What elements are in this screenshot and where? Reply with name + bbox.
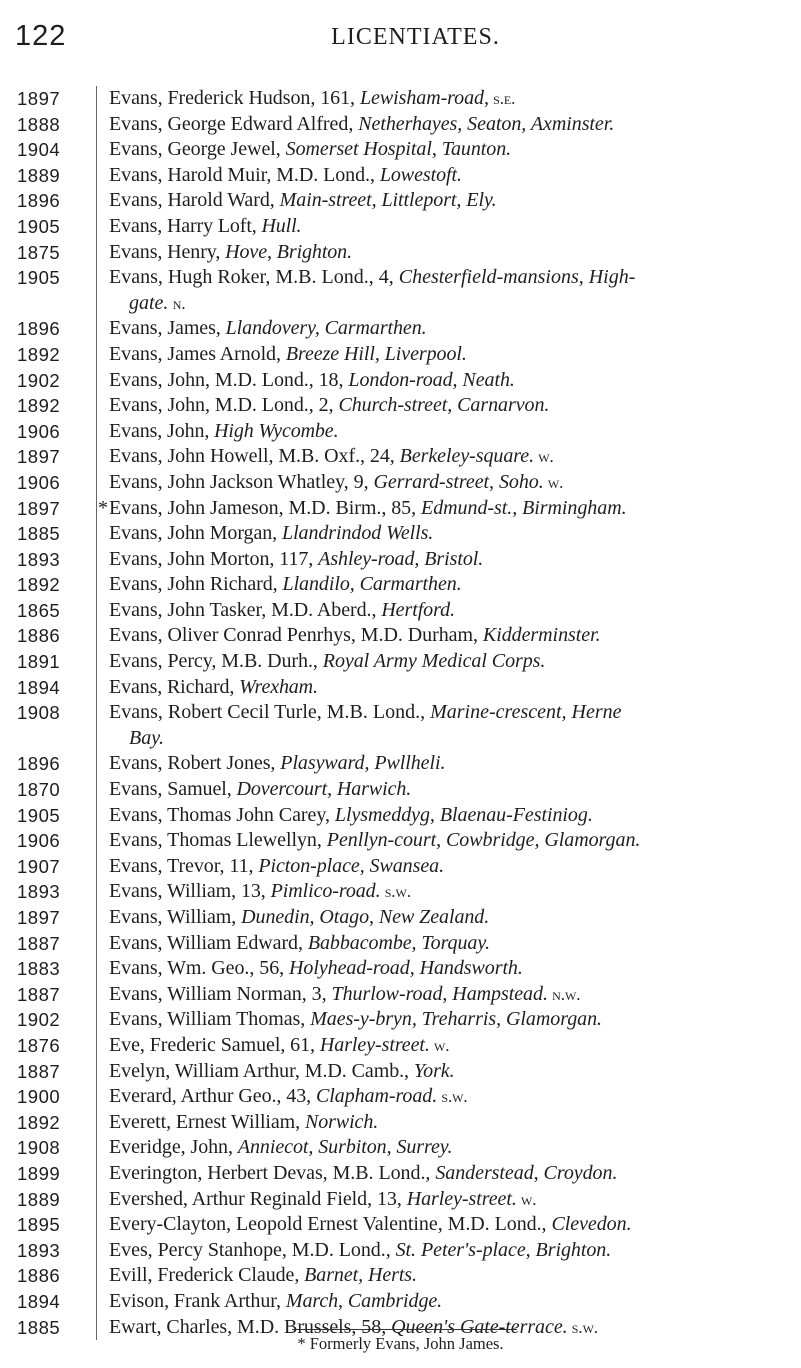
entry-district: w.: [543, 472, 564, 492]
entry-text: [96, 112, 801, 138]
entry-text: [96, 1059, 801, 1085]
entry-text: [96, 803, 801, 829]
entry-year: 1892: [17, 574, 61, 596]
list-item: [0, 214, 801, 240]
entry-address: Thurlow-road, Hampstead.: [331, 982, 548, 1005]
entry-year: 1894: [17, 1290, 61, 1312]
entry-year: 1892: [17, 395, 61, 417]
entry-text: [96, 777, 801, 803]
list-item: [0, 470, 801, 496]
entry-district: w.: [534, 447, 554, 467]
list-item: [0, 879, 801, 905]
list-item: [0, 547, 801, 573]
list-item: [0, 265, 801, 316]
list-item: [0, 86, 801, 112]
list-item: [0, 803, 801, 829]
entry-year: 1894: [17, 676, 61, 698]
entry-text: [96, 572, 801, 598]
list-item: [0, 982, 801, 1008]
entry-year: 1888: [17, 113, 61, 135]
list-item: [0, 931, 801, 957]
entry-address: Royal Army Medical Corps.: [322, 650, 546, 673]
entry-name: Evans, Percy, M.B. Durh.,: [109, 650, 323, 673]
entry-text: [96, 1135, 801, 1161]
entry-name: Evans, James,: [109, 317, 226, 340]
entry-year: 1885: [17, 1316, 61, 1338]
entry-text: [96, 598, 801, 624]
entry-name: Everett, Ernest William,: [109, 1110, 305, 1133]
entry-address: Clevedon.: [551, 1213, 632, 1236]
list-item: [0, 316, 801, 342]
entry-address: Church-street, Carnarvon.: [338, 394, 550, 417]
entry-name: Everard, Arthur Geo., 43,: [109, 1085, 317, 1108]
entry-text: [96, 700, 801, 751]
entry-name: Everington, Herbert Devas, M.B. Lond.,: [109, 1161, 436, 1184]
list-item: [0, 905, 801, 931]
entry-name: Evans, Thomas John Carey,: [109, 803, 335, 826]
list-item: [0, 393, 801, 419]
entry-year: 1900: [17, 1086, 61, 1108]
entry-year: 1899: [17, 1162, 61, 1184]
entry-name: Evans, John Morton, 117,: [109, 547, 319, 570]
entry-year: 1907: [17, 855, 61, 877]
entry-year: 1902: [17, 1009, 61, 1031]
list-item: [0, 342, 801, 368]
entry-text: [96, 751, 801, 777]
entry-district: s.w.: [567, 1317, 599, 1337]
entry-text: [96, 1110, 801, 1136]
list-item: [0, 163, 801, 189]
entry-year: 1896: [17, 753, 61, 775]
entry-year: 1892: [17, 343, 61, 365]
entry-name: Evans, Harold Muir, M.D. Lond.,: [109, 163, 380, 186]
entry-name: Evans, John, M.D. Lond., 2,: [109, 394, 339, 417]
list-item: [0, 1084, 801, 1110]
list-item: [0, 1263, 801, 1289]
entry-text: [96, 265, 801, 316]
list-item: [0, 956, 801, 982]
entry-year: 1886: [17, 1265, 61, 1287]
entry-address: Babbacombe, Torquay.: [307, 931, 490, 954]
entry-address: London-road, Neath.: [348, 368, 515, 391]
footnote-rule: [292, 1329, 517, 1330]
entry-address: Hertford.: [381, 598, 455, 621]
entry-district: n.w.: [547, 984, 581, 1004]
entry-text: [96, 1212, 801, 1238]
list-item: [0, 419, 801, 445]
entry-address: Penllyn-court, Cowbridge, Glamorgan.: [326, 829, 641, 852]
list-item: [0, 700, 801, 751]
entry-text: [96, 1289, 801, 1315]
list-item: [0, 1289, 801, 1315]
entry-text: [96, 316, 801, 342]
entry-text: [96, 649, 801, 675]
entry-name: Evans, James Arnold,: [109, 342, 286, 365]
entry-year: 1889: [17, 164, 61, 186]
entry-address: Picton-place, Swansea.: [258, 854, 444, 877]
entry-text: [96, 905, 801, 931]
entry-address: Lewisham-road,: [359, 87, 489, 109]
entry-address: Marine-crescent, Herne: [430, 701, 622, 724]
entry-address: Sanderstead, Croydon.: [435, 1161, 618, 1184]
entry-year: 1896: [17, 190, 61, 212]
entry-name: Ewart, Charles, M.D. Brussels, 58,: [109, 1315, 392, 1338]
entry-address: Clapham-road.: [316, 1085, 438, 1108]
entry-name: Evans, Harold Ward,: [109, 189, 280, 212]
entry-year: 1906: [17, 420, 61, 442]
entry-text: [96, 547, 801, 573]
entry-text: [96, 1238, 801, 1264]
entry-name: Eve, Frederic Samuel, 61,: [109, 1033, 320, 1056]
entry-district: w.: [516, 1189, 537, 1209]
entry-year: 1902: [17, 369, 61, 391]
entry-year: 1876: [17, 1034, 61, 1056]
entry-year: 1875: [17, 241, 61, 263]
entry-text: [96, 444, 801, 470]
entry-year: 1897: [17, 446, 61, 468]
entry-year: 1896: [17, 318, 61, 340]
entry-district: w.: [429, 1035, 450, 1055]
entry-year: 1892: [17, 1111, 61, 1133]
entry-year: 1906: [17, 471, 61, 493]
entry-address: March, Cambridge.: [285, 1289, 443, 1312]
entry-text: [96, 1161, 801, 1187]
entry-address: Chesterfield-mansions, High-: [398, 266, 636, 289]
entry-year: 1908: [17, 702, 61, 724]
entry-name: Evans, Wm. Geo., 56,: [109, 957, 290, 980]
entry-name: Eves, Percy Stanhope, M.D. Lond.,: [109, 1238, 396, 1261]
entry-district: s.e.: [488, 89, 516, 108]
entry-name: Every-Clayton, Leopold Ernest Valentine, M.D. Lond.,: [109, 1213, 552, 1236]
entry-text: [96, 419, 801, 445]
entry-name: Evans, John Jackson Whatley, 9,: [109, 470, 374, 493]
list-item: [0, 572, 801, 598]
entry-address: Llandovery, Carmarthen.: [225, 317, 427, 340]
list-item: [0, 828, 801, 854]
entry-name: Evans, Hugh Roker, M.B. Lond., 4,: [109, 266, 399, 289]
entry-continuation: [109, 726, 793, 752]
entry-text: [96, 1263, 801, 1289]
entry-district: s.w.: [380, 882, 411, 902]
list-item: [0, 649, 801, 675]
entry-text: [96, 982, 801, 1008]
entry-address: Wrexham.: [239, 675, 318, 698]
entry-text: [96, 521, 801, 547]
entry-name: Evans, Trevor, 11,: [109, 854, 259, 877]
entry-text: [96, 342, 801, 368]
list-item: [0, 854, 801, 880]
entry-name: Everidge, John,: [109, 1136, 238, 1159]
entry-address: Anniecot, Surbiton, Surrey.: [237, 1136, 453, 1159]
entry-year: 1885: [17, 523, 61, 545]
entry-name: Evans, Robert Jones,: [109, 752, 281, 775]
entry-address: Maes-y-bryn, Treharris, Glamorgan.: [310, 1008, 602, 1031]
entry-text: [96, 1084, 801, 1110]
entry-continuation: [109, 291, 793, 317]
entry-text: [96, 828, 801, 854]
entry-text: [96, 1033, 801, 1059]
entry-district: s.w.: [437, 1087, 468, 1107]
list-item: [0, 1059, 801, 1085]
entry-name: Evershed, Arthur Reginald Field, 13,: [109, 1187, 407, 1210]
entry-address: Llandrindod Wells.: [282, 522, 434, 545]
entry-address: Holyhead-road, Handsworth.: [289, 957, 523, 980]
list-item: [0, 751, 801, 777]
entry-text: [96, 240, 801, 266]
entry-name: Evans, Harry Loft,: [109, 214, 262, 237]
entry-district: n.: [168, 293, 186, 313]
entry-address: Llandilo, Carmarthen.: [282, 573, 462, 596]
entry-address: Queen's Gate-terrace.: [391, 1315, 568, 1338]
entry-address: Hove, Brighton.: [225, 240, 352, 263]
list-item: [0, 598, 801, 624]
list-item: [0, 521, 801, 547]
entry-year: 1893: [17, 548, 61, 570]
list-item: [0, 1110, 801, 1136]
list-item: [0, 623, 801, 649]
entry-year: 1895: [17, 1214, 61, 1236]
entry-address: Pimlico-road.: [270, 880, 381, 903]
entry-address: St. Peter's-place, Brighton.: [395, 1238, 612, 1261]
entry-year: 1905: [17, 267, 61, 289]
entry-year: 1891: [17, 651, 61, 673]
entry-year: 1886: [17, 625, 61, 647]
entry-address: Harley-street.: [406, 1187, 517, 1210]
entry-name: Evans, Richard,: [109, 675, 240, 698]
entry-name: Evison, Frank Arthur,: [109, 1289, 286, 1312]
entry-year: 1906: [17, 830, 61, 852]
entry-text: [96, 1187, 801, 1213]
entry-text: [96, 854, 801, 880]
entry-text: [96, 675, 801, 701]
list-item: [0, 675, 801, 701]
list-item: [0, 1033, 801, 1059]
list-item: [0, 1135, 801, 1161]
entry-year: 1908: [17, 1137, 61, 1159]
list-item: [0, 1212, 801, 1238]
entry-year: 1887: [17, 932, 61, 954]
entry-year: 1904: [17, 139, 61, 161]
entry-name: Evans, Samuel,: [109, 778, 237, 801]
list-item: [0, 777, 801, 803]
entry-name: Evans, John Jameson, M.D. Birm., 85,: [109, 496, 422, 519]
entry-name: Evans, William Norman, 3,: [109, 982, 332, 1005]
entry-address: Hull.: [261, 214, 302, 237]
entry-name: Evans, John,: [109, 419, 215, 442]
entry-text: [96, 931, 801, 957]
entry-text: [96, 86, 801, 112]
list-item: [0, 112, 801, 138]
entry-name: Evans, Henry,: [109, 240, 226, 263]
entry-name: Evans, George Edward Alfred,: [109, 112, 359, 135]
entry-address: Barnet, Herts.: [304, 1264, 417, 1287]
list-item: [0, 496, 801, 522]
entry-year: 1887: [17, 983, 61, 1005]
entry-name: Evans, Thomas Llewellyn,: [109, 829, 327, 852]
list-item: [0, 1007, 801, 1033]
entry-address: Plasyward, Pwllheli.: [280, 752, 446, 775]
page-number: 122: [15, 20, 67, 52]
entry-text: [96, 956, 801, 982]
entry-name: Evans, John Morgan,: [109, 522, 283, 545]
entry-name: Evelyn, William Arthur, M.D. Camb.,: [109, 1059, 414, 1082]
list-item: [0, 444, 801, 470]
entry-address: Somerset Hospital, Taunton.: [285, 138, 512, 161]
entry-text: [96, 623, 801, 649]
entry-name: Evans, William,: [109, 906, 242, 928]
entry-name: Evans, John Howell, M.B. Oxf., 24,: [109, 445, 400, 468]
entry-name: Evans, Frederick Hudson, 161,: [109, 87, 360, 109]
entry-address: Berkeley-square.: [399, 445, 535, 468]
entry-name: Evans, William Edward,: [109, 931, 308, 954]
list-item: [0, 188, 801, 214]
entry-text: [96, 188, 801, 214]
entry-address: Ashley-road, Bristol.: [318, 547, 484, 570]
entry-year: 1883: [17, 958, 61, 980]
entry-year: 1893: [17, 881, 61, 903]
entry-address-continued: Bay.: [129, 726, 164, 749]
entry-name: Evans, William, 13,: [109, 880, 271, 903]
entry-name: Evans, Oliver Conrad Penrhys, M.D. Durham,: [109, 624, 483, 647]
entry-year: 1865: [17, 599, 61, 621]
entry-text: [96, 393, 801, 419]
entry-name: Evill, Frederick Claude,: [109, 1264, 305, 1287]
entry-name: Evans, John Tasker, M.D. Aberd.,: [109, 598, 382, 621]
entry-address: Lowestoft.: [379, 163, 462, 186]
entry-year: 1870: [17, 779, 61, 801]
entry-year: 1893: [17, 1239, 61, 1261]
running-head: LICENTIATES.: [331, 24, 500, 50]
entries-list: [0, 86, 801, 1340]
list-item: [0, 1161, 801, 1187]
entry-address: Norwich.: [304, 1110, 379, 1133]
entry-address: Kidderminster.: [482, 624, 601, 647]
entry-address: Main-street, Littleport, Ely.: [279, 189, 497, 212]
entry-text: [96, 137, 801, 163]
entry-text: [96, 163, 801, 189]
list-item: [0, 1187, 801, 1213]
entry-text: [96, 879, 801, 905]
entry-name: Evans, William Thomas,: [109, 1008, 311, 1031]
entry-address: Llysmeddyg, Blaenau-Festiniog.: [334, 803, 593, 826]
entry-year: 1897: [17, 907, 61, 928]
entry-address: Breeze Hill, Liverpool.: [285, 342, 467, 365]
entry-text: [96, 496, 801, 522]
entry-address-continued: gate.: [129, 291, 169, 314]
entry-address: Gerrard-street, Soho.: [373, 470, 544, 493]
footnote-marker: *: [98, 496, 108, 519]
list-item: [0, 368, 801, 394]
entry-address: High Wycombe.: [214, 419, 339, 442]
entry-year: 1897: [17, 88, 61, 109]
entry-year: 1889: [17, 1188, 61, 1210]
list-item: [0, 240, 801, 266]
entry-text: [96, 214, 801, 240]
entry-year: 1905: [17, 804, 61, 826]
entry-name: Evans, John Richard,: [109, 573, 283, 596]
footnote: * Formerly Evans, John James.: [297, 1334, 504, 1353]
entry-year: 1905: [17, 215, 61, 237]
entry-address: Dovercourt, Harwich.: [236, 778, 412, 801]
entry-address: York.: [413, 1059, 455, 1082]
entry-text: [96, 368, 801, 394]
entry-address: Edmund-st., Birmingham.: [421, 496, 627, 519]
entry-address: Harley-street.: [319, 1033, 430, 1056]
list-item: [0, 137, 801, 163]
list-item: [0, 1238, 801, 1264]
entry-year: 1887: [17, 1060, 61, 1082]
entry-name: Evans, John, M.D. Lond., 18,: [109, 368, 349, 391]
entry-address: Dunedin, Otago, New Zealand.: [241, 906, 490, 928]
entry-name: Evans, George Jewel,: [109, 138, 286, 161]
entry-name: Evans, Robert Cecil Turle, M.B. Lond.,: [109, 701, 431, 724]
entry-text: [96, 470, 801, 496]
entry-text: [96, 1007, 801, 1033]
entry-address: Netherhayes, Seaton, Axminster.: [358, 112, 615, 135]
entry-year: 1897: [17, 497, 61, 519]
